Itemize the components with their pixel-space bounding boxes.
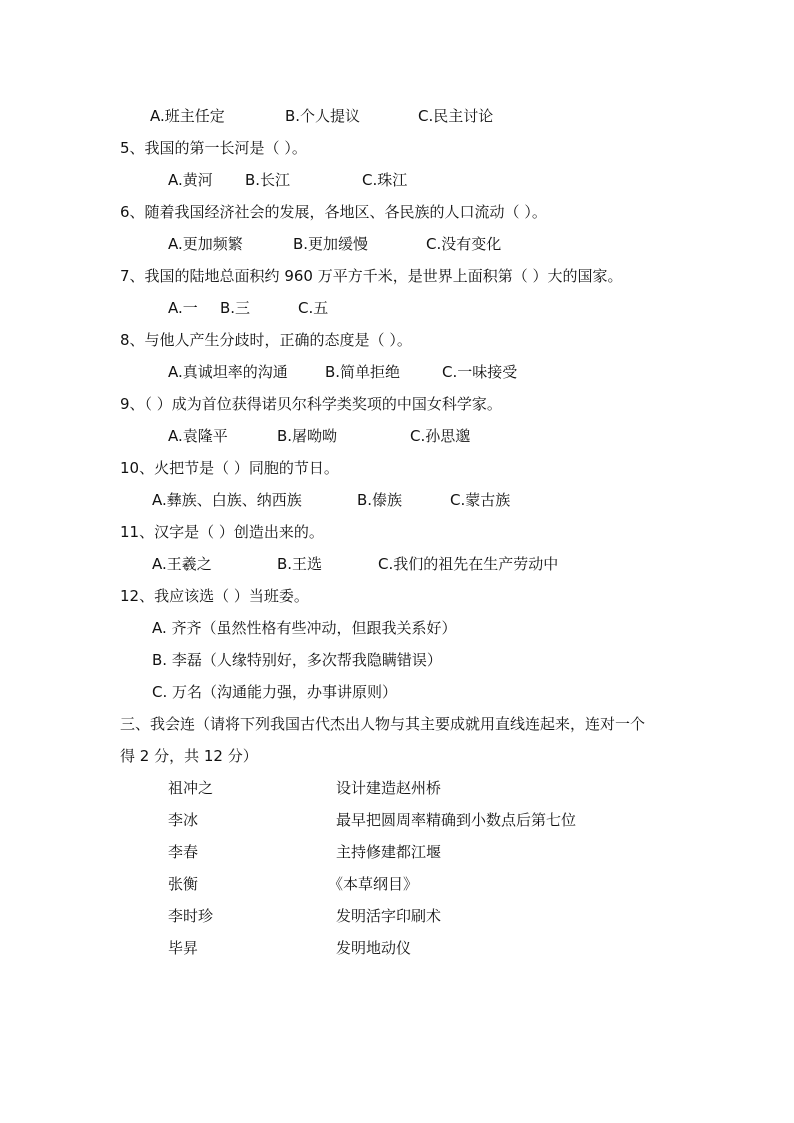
q11-option-b: B.王选 — [277, 555, 323, 573]
q7-stem: 7、我国的陆地总面积约 960 万平方千米，是世界上面积第（ ）大的国家。 — [120, 267, 623, 285]
q7-option-a: A.一 — [168, 299, 198, 317]
achievement-item: 发明活字印刷术 — [336, 907, 442, 925]
achievement-item: 主持修建都江堰 — [336, 843, 442, 861]
achievement-item: 《本草纲目》 — [328, 875, 419, 893]
q12-stem: 12、我应该选（ ）当班委。 — [120, 587, 309, 605]
q4-option-a: A.班主任定 — [150, 107, 225, 125]
achievement-item: 设计建造赵州桥 — [336, 779, 442, 797]
achievement-item: 发明地动仪 — [336, 939, 412, 957]
q7-option-b: B.三 — [220, 299, 251, 317]
q5-option-c: C.珠江 — [362, 171, 408, 189]
q8-stem: 8、与他人产生分歧时，正确的态度是（ ）。 — [120, 331, 412, 349]
q10-option-c: C.蒙古族 — [450, 491, 511, 509]
q11-stem: 11、汉字是（ ）创造出来的。 — [120, 523, 324, 541]
section3-heading-line1: 三、我会连（请将下列我国古代杰出人物与其主要成就用直线连起来，连对一个 — [120, 715, 646, 733]
q12-option-b: B. 李磊（人缘特别好，多次帮我隐瞒错误） — [152, 651, 442, 669]
q7-option-c: C.五 — [298, 299, 329, 317]
q9-option-c: C.孙思邈 — [410, 427, 471, 445]
q4-option-b: B.个人提议 — [285, 107, 361, 125]
q9-option-a: A.袁隆平 — [168, 427, 228, 445]
q9-stem: 9、（ ）成为首位获得诺贝尔科学类奖项的中国女科学家。 — [120, 395, 502, 413]
q5-stem: 5、我国的第一长河是（ ）。 — [120, 139, 307, 157]
q11-option-a: A.王羲之 — [152, 555, 212, 573]
q10-option-b: B.傣族 — [357, 491, 403, 509]
achievement-item: 最早把圆周率精确到小数点后第七位 — [336, 811, 577, 829]
q4-option-c: C.民主讨论 — [418, 107, 494, 125]
q6-option-a: A.更加频繁 — [168, 235, 243, 253]
q10-stem: 10、火把节是（ ）同胞的节日。 — [120, 459, 339, 477]
person-item: 毕昇 — [168, 939, 199, 957]
q6-option-b: B.更加缓慢 — [293, 235, 369, 253]
person-item: 祖冲之 — [168, 779, 214, 797]
q5-option-b: B.长江 — [245, 171, 291, 189]
person-item: 李时珍 — [168, 907, 214, 925]
q8-option-c: C.一味接受 — [442, 363, 518, 381]
q10-option-a: A.彝族、白族、纳西族 — [152, 491, 302, 509]
q6-stem: 6、随着我国经济社会的发展，各地区、各民族的人口流动（ ）。 — [120, 203, 547, 221]
q12-option-c: C. 万名（沟通能力强，办事讲原则） — [152, 683, 398, 701]
q5-option-a: A.黄河 — [168, 171, 213, 189]
q8-option-b: B.简单拒绝 — [325, 363, 401, 381]
q8-option-a: A.真诚坦率的沟通 — [168, 363, 288, 381]
person-item: 李春 — [168, 843, 199, 861]
q12-option-a: A. 齐齐（虽然性格有些冲动，但跟我关系好） — [152, 619, 457, 637]
section3-heading-line2: 得 2 分，共 12 分） — [120, 747, 258, 765]
person-item: 李冰 — [168, 811, 199, 829]
q9-option-b: B.屠呦呦 — [277, 427, 338, 445]
person-item: 张衡 — [168, 875, 199, 893]
q6-option-c: C.没有变化 — [426, 235, 502, 253]
q11-option-c: C.我们的祖先在生产劳动中 — [378, 555, 559, 573]
